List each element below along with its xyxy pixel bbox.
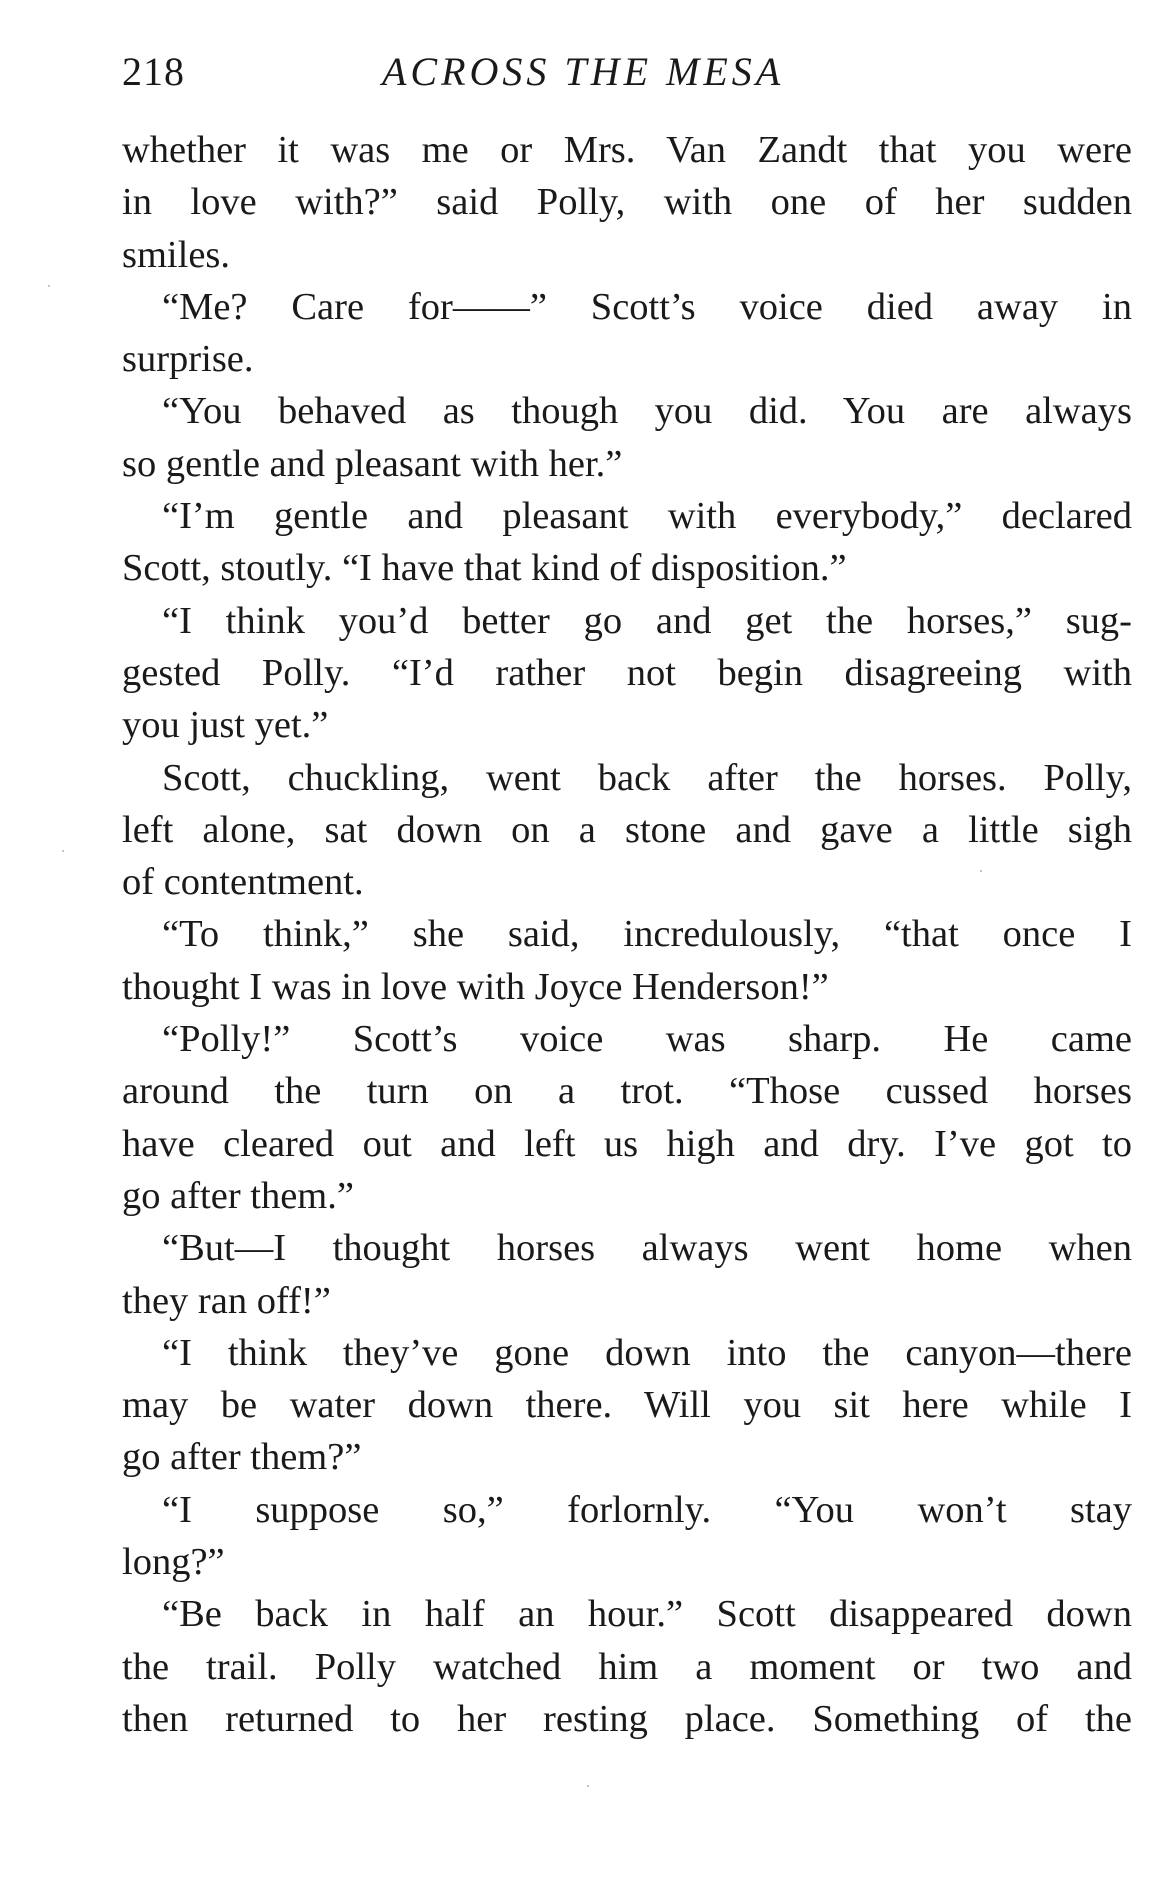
- text-line: so gentle and pleasant with her.”: [122, 442, 623, 485]
- body-text: [122, 124, 1132, 1745]
- text-line: Scott, chuckling, went back after the horses. Polly,: [162, 756, 1132, 799]
- running-head: [122, 42, 1132, 102]
- text-line: “You behaved as though you did. You are always: [162, 390, 1132, 433]
- text-line: the trail. Polly watched him a moment or two and: [122, 1645, 1132, 1688]
- text-line: then returned to her resting place. Something of the: [122, 1697, 1132, 1740]
- text-line: “I think you’d better go and get the horses,” sug-: [162, 599, 1132, 642]
- text-line: you just yet.”: [122, 704, 329, 747]
- text-line: “Be back in half an hour.” Scott disappeared down: [162, 1593, 1132, 1636]
- paper-speck: [62, 850, 64, 852]
- text-line: smiles.: [122, 233, 231, 276]
- text-line: may be water down there. Will you sit here while I: [122, 1384, 1132, 1427]
- paper-speck: [980, 870, 982, 872]
- running-title: ACROSS THE MESA: [382, 49, 785, 94]
- text-line: gested Polly. “I’d rather not begin disagreeing with: [122, 651, 1132, 694]
- text-line: “But—I thought horses always went home when: [162, 1227, 1132, 1270]
- paper-speck: [587, 1785, 589, 1787]
- text-line: “I’m gentle and pleasant with everybody,” declared: [162, 495, 1132, 538]
- text-line: in love with?” said Polly, with one of her sudden: [122, 181, 1132, 224]
- text-line: go after them.”: [122, 1174, 354, 1217]
- text-line: “To think,” she said, incredulously, “that once I: [162, 913, 1132, 956]
- text-line: long?”: [122, 1541, 225, 1584]
- text-line: surprise.: [122, 338, 254, 381]
- text-line: “I suppose so,” forlornly. “You won’t stay: [162, 1488, 1132, 1531]
- text-line: whether it was me or Mrs. Van Zandt that you were: [122, 129, 1132, 171]
- paper-speck: [48, 285, 50, 287]
- text-line: have cleared out and left us high and dry. I’ve got to: [122, 1122, 1132, 1165]
- text-line: “Me? Care for——” Scott’s voice died away in: [162, 285, 1132, 328]
- page-number: 218: [122, 49, 185, 94]
- text-line: thought I was in love with Joyce Henderson!”: [122, 965, 829, 1008]
- text-line: of contentment.: [122, 861, 364, 904]
- text-line: Scott, stoutly. “I have that kind of disposition.”: [122, 547, 847, 590]
- text-line: left alone, sat down on a stone and gave a little sigh: [122, 808, 1132, 851]
- text-line: around the turn on a trot. “Those cussed horses: [122, 1070, 1132, 1113]
- text-line: “I think they’ve gone down into the canyon—there: [162, 1331, 1132, 1374]
- text-line: they ran off!”: [122, 1279, 331, 1322]
- text-line: “Polly!” Scott’s voice was sharp. He came: [162, 1018, 1132, 1061]
- text-line: go after them?”: [122, 1436, 362, 1479]
